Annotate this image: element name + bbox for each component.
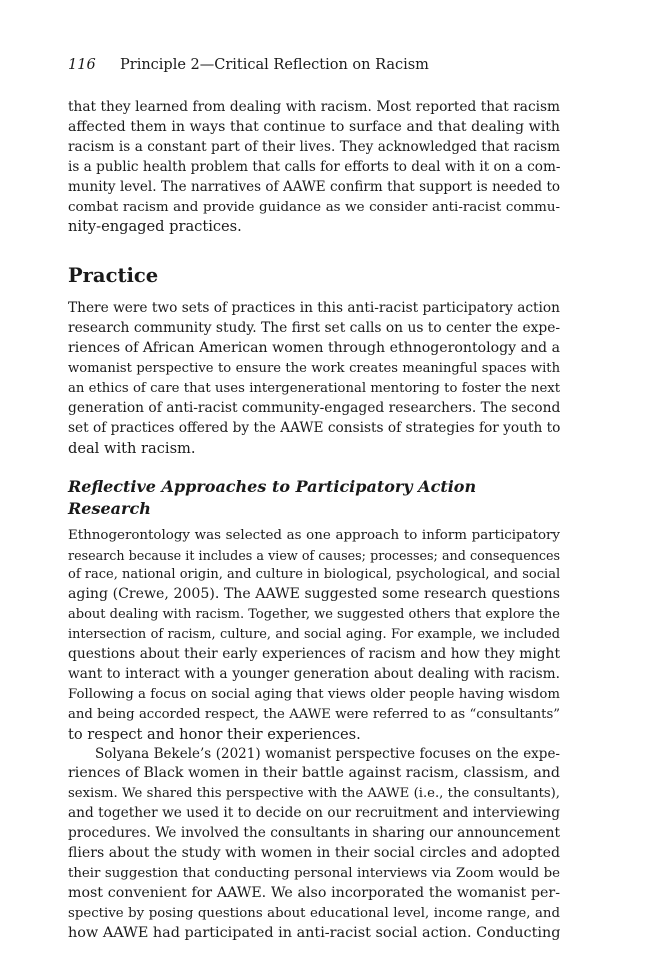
text-line: about dealing with racism. Together, we suggested others that explore the (68, 607, 560, 623)
text-line: Following a focus on social aging that views older people having wisdom (68, 686, 560, 702)
text-line: intersection of racism, culture, and social aging. For example, we included (68, 627, 560, 643)
text-line: and being accorded respect, the AAWE were referred to as “consultants” (68, 706, 560, 722)
text-line: set of practices offered by the AAWE consists of strategies for youth to (68, 419, 560, 436)
text-line: sexism. We shared this perspective with the AAWE (i.e., the consultants), (68, 786, 560, 802)
text-line: how AAWE had participated in anti-racist social action. Conducting (68, 924, 560, 941)
paragraph-womanist (68, 745, 560, 944)
paragraph-intro (68, 98, 560, 237)
text-line: that they learned from dealing with racism. Most reported that racism (68, 99, 560, 115)
text-line: want to interact with a younger generation about dealing with racism. (68, 665, 560, 682)
text-line: Solyana Bekele’s (2021) womanist perspective focuses on the expe- (95, 745, 560, 762)
text-line: aging (Crewe, 2005). The AAWE suggested some research questions (68, 586, 560, 603)
text-line: munity level. The narratives of AAWE confirm that support is needed to (68, 178, 560, 195)
subsection-heading: Reflective Approaches to Participatory Action Research (68, 476, 477, 518)
section-heading: Practice (68, 264, 159, 288)
text-line: spective by posing questions about educational level, income range, and (68, 905, 560, 921)
text-line: riences of Black women in their battle against racism, classism, and (68, 765, 560, 782)
running-header (68, 54, 560, 76)
text-line: riences of African American women through ethnogerontology and a (68, 340, 560, 357)
book-page (68, 54, 560, 944)
text-line: most convenient for AAWE. We also incorporated the womanist per- (68, 884, 560, 901)
text-line: Ethnogerontology was selected as one approach to inform participatory (68, 527, 560, 543)
text-line: to respect and honor their experiences. (68, 725, 361, 743)
text-line: an ethics of care that uses intergenerational mentoring to foster the next (68, 380, 560, 396)
text-line: fliers about the study with women in their social circles and adopted (68, 845, 560, 862)
text-line: nity-engaged practices. (68, 218, 242, 236)
text-line: combat racism and provide guidance as we consider anti-racist commu- (68, 199, 560, 215)
text-line: generation of anti-racist community-engaged researchers. The second (68, 399, 560, 416)
paragraph-practice (68, 299, 560, 458)
text-line: is a public health problem that calls for efforts to deal with it on a com- (68, 158, 560, 175)
text-line: There were two sets of practices in this anti-racist participatory action (68, 300, 560, 317)
text-line: of race, national origin, and culture in biological, psychological, and social (68, 567, 560, 583)
text-line: womanist perspective to ensure the work creates meaningful spaces with (68, 361, 560, 377)
text-line: affected them in ways that continue to surface and that dealing with (68, 118, 560, 135)
text-line: racism is a constant part of their lives. They acknowledged that racism (68, 138, 560, 155)
paragraph-ethnogerontology (68, 526, 560, 745)
text-line: deal with racism. (68, 439, 196, 457)
text-line: research because it includes a view of causes; processes; and consequences (68, 547, 560, 563)
text-line: research community study. The first set calls on us to center the expe- (68, 320, 560, 337)
text-line: questions about their early experiences of racism and how they might (68, 646, 560, 663)
text-line: procedures. We involved the consultants in sharing our announcement (68, 825, 560, 842)
text-line: and together we used it to decide on our recruitment and interviewing (68, 805, 560, 822)
page-number: 116 (68, 57, 96, 73)
running-title: Principle 2—Critical Reflection on Racism (120, 57, 429, 73)
text-line: their suggestion that conducting personal interviews via Zoom would be (68, 866, 560, 881)
